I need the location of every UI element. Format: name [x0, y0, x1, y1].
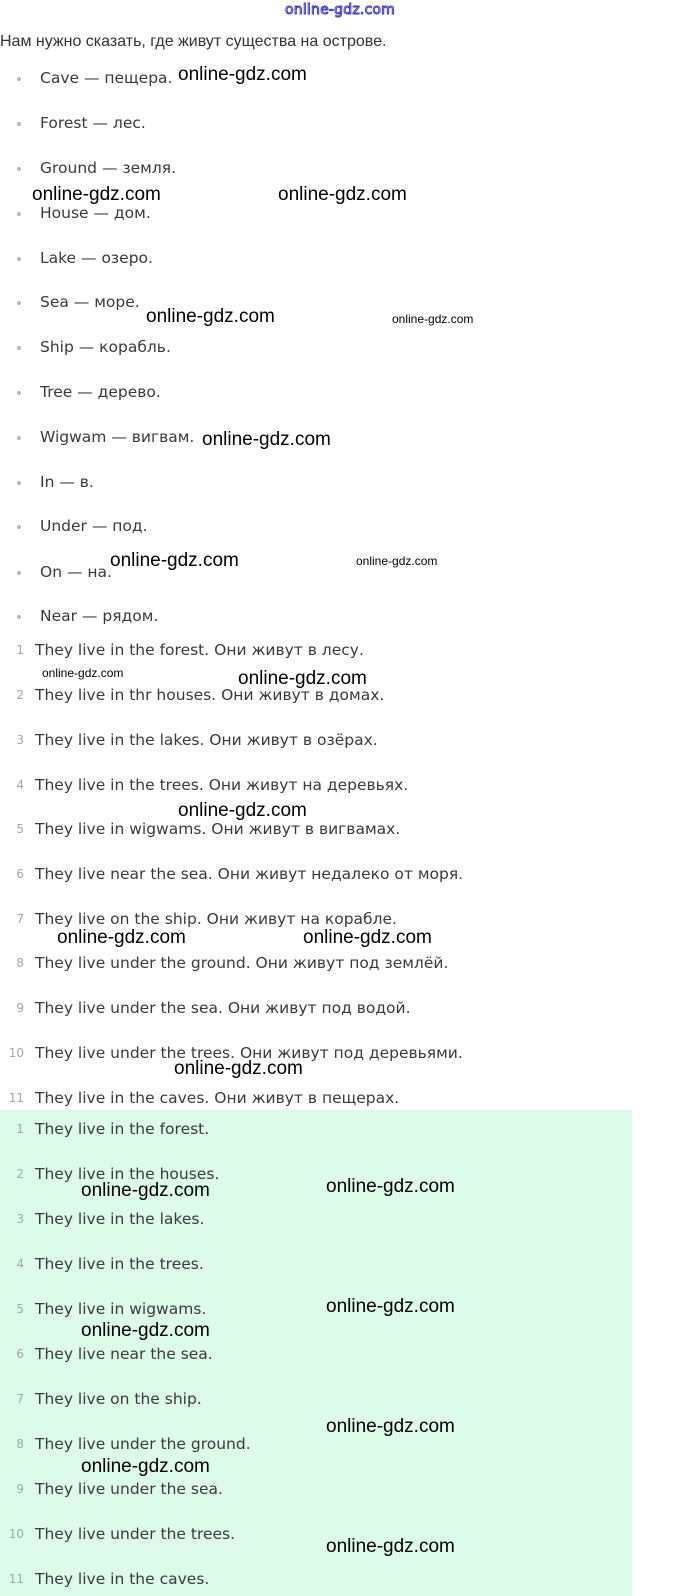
watermark-text: online-gdz.com	[326, 1416, 455, 1437]
item-number: 3	[16, 733, 24, 747]
watermark-text: online-gdz.com	[57, 927, 186, 948]
bullet-icon	[17, 257, 21, 261]
item-number: 10	[8, 1527, 24, 1541]
vocab-text: Ground — земля.	[40, 159, 176, 177]
item-number: 2	[16, 688, 24, 702]
watermark-text: online-gdz.com	[178, 800, 307, 821]
item-number: 7	[16, 912, 24, 926]
vocab-text: Cave — пещера.	[40, 69, 173, 87]
item-number: 2	[16, 1167, 24, 1181]
item-text: They live in the lakes. Они живут в озёрах.	[35, 731, 378, 749]
item-number: 5	[16, 822, 24, 836]
watermark-text: online-gdz.com	[81, 1320, 210, 1341]
item-number: 9	[16, 1482, 24, 1496]
vocab-text: Sea — море.	[40, 293, 140, 311]
item-text: They live in wigwams.	[35, 1300, 207, 1318]
watermark-text: online-gdz.com	[303, 927, 432, 948]
vocab-text: House — дом.	[40, 204, 151, 222]
bullet-icon	[17, 77, 21, 81]
bullet-icon	[17, 391, 21, 395]
item-text: They live under the ground.	[35, 1435, 251, 1453]
item-text: They live in the houses.	[35, 1165, 220, 1183]
watermark-text: online-gdz.com	[392, 312, 474, 326]
item-text: They live in the lakes.	[35, 1210, 205, 1228]
vocab-text: In — в.	[40, 473, 94, 491]
item-number: 11	[8, 1572, 24, 1586]
watermark-text: online-gdz.com	[326, 1536, 455, 1557]
bullet-icon	[17, 436, 21, 440]
item-number: 3	[16, 1212, 24, 1226]
item-text: They live under the trees.	[35, 1525, 236, 1543]
item-text: They live on the ship.	[35, 1390, 202, 1408]
item-number: 8	[16, 1437, 24, 1451]
item-text: They live near the sea. Они живут недалеко от моря.	[35, 865, 464, 883]
item-text: They live under the ground. Они живут под землёй.	[35, 954, 449, 972]
item-number: 6	[16, 867, 24, 881]
watermark-text: online-gdz.com	[202, 429, 331, 450]
bullet-icon	[17, 571, 21, 575]
watermark-text: online-gdz.com	[81, 1456, 210, 1477]
item-number: 11	[8, 1091, 24, 1105]
watermark-text: online-gdz.com	[278, 184, 407, 205]
item-text: They live in the caves. Они живут в пещерах.	[35, 1089, 400, 1107]
watermark-text: online-gdz.com	[238, 668, 367, 689]
vocab-text: Tree — дерево.	[40, 383, 161, 401]
bullet-icon	[17, 167, 21, 171]
item-text: They live in the trees. Они живут на деревьях.	[35, 776, 409, 794]
watermark-text: online-gdz.com	[178, 64, 307, 85]
item-number: 5	[16, 1302, 24, 1316]
item-text: They live under the trees. Они живут под деревьями.	[35, 1044, 463, 1062]
bullet-icon	[17, 525, 21, 529]
item-number: 10	[8, 1046, 24, 1060]
item-number: 8	[16, 956, 24, 970]
item-text: They live in the forest. Они живут в лесу.	[35, 641, 364, 659]
watermark-text: online-gdz.com	[32, 184, 161, 205]
item-number: 1	[16, 643, 24, 657]
item-text: They live under the sea. Они живут под водой.	[35, 999, 411, 1017]
intro-text: Нам нужно сказать, где живут существа на острове.	[0, 33, 387, 50]
item-text: They live under the sea.	[35, 1480, 223, 1498]
vocab-text: Wigwam — вигвам.	[40, 428, 195, 446]
item-number: 9	[16, 1001, 24, 1015]
item-number: 4	[16, 1257, 24, 1271]
item-text: They live in thr houses. Они живут в домах.	[35, 686, 385, 704]
item-number: 7	[16, 1392, 24, 1406]
item-number: 6	[16, 1347, 24, 1361]
item-number: 4	[16, 778, 24, 792]
bullet-icon	[17, 346, 21, 350]
vocab-text: Ship — корабль.	[40, 338, 171, 356]
watermark-text: online-gdz.com	[110, 550, 239, 571]
item-number: 1	[16, 1122, 24, 1136]
item-text: They live in the trees.	[35, 1255, 204, 1273]
bullet-icon	[17, 122, 21, 126]
item-text: They live in the forest.	[35, 1120, 210, 1138]
watermark-text: online-gdz.com	[174, 1058, 303, 1079]
watermark-text: online-gdz.com	[146, 306, 275, 327]
item-text: They live near the sea.	[35, 1345, 213, 1363]
watermark-text: online-gdz.com	[326, 1296, 455, 1317]
site-header-link[interactable]: online-gdz.com	[284, 2, 396, 18]
item-text: They live in the caves.	[35, 1570, 210, 1588]
bullet-icon	[17, 212, 21, 216]
watermark-text: online-gdz.com	[356, 554, 438, 568]
vocab-text: Near — рядом.	[40, 607, 159, 625]
bullet-icon	[17, 615, 21, 619]
item-text: They live in wigwams. Они живут в вигвамах.	[35, 820, 401, 838]
vocab-text: Lake — озеро.	[40, 249, 153, 267]
watermark-text: online-gdz.com	[326, 1176, 455, 1197]
vocab-text: On — на.	[40, 563, 112, 581]
watermark-text: online-gdz.com	[81, 1180, 210, 1201]
bullet-icon	[17, 481, 21, 485]
bullet-icon	[17, 301, 21, 305]
vocab-text: Under — под.	[40, 517, 148, 535]
watermark-text: online-gdz.com	[42, 666, 124, 680]
item-text: They live on the ship. Они живут на корабле.	[35, 910, 397, 928]
vocab-text: Forest — лес.	[40, 114, 146, 132]
